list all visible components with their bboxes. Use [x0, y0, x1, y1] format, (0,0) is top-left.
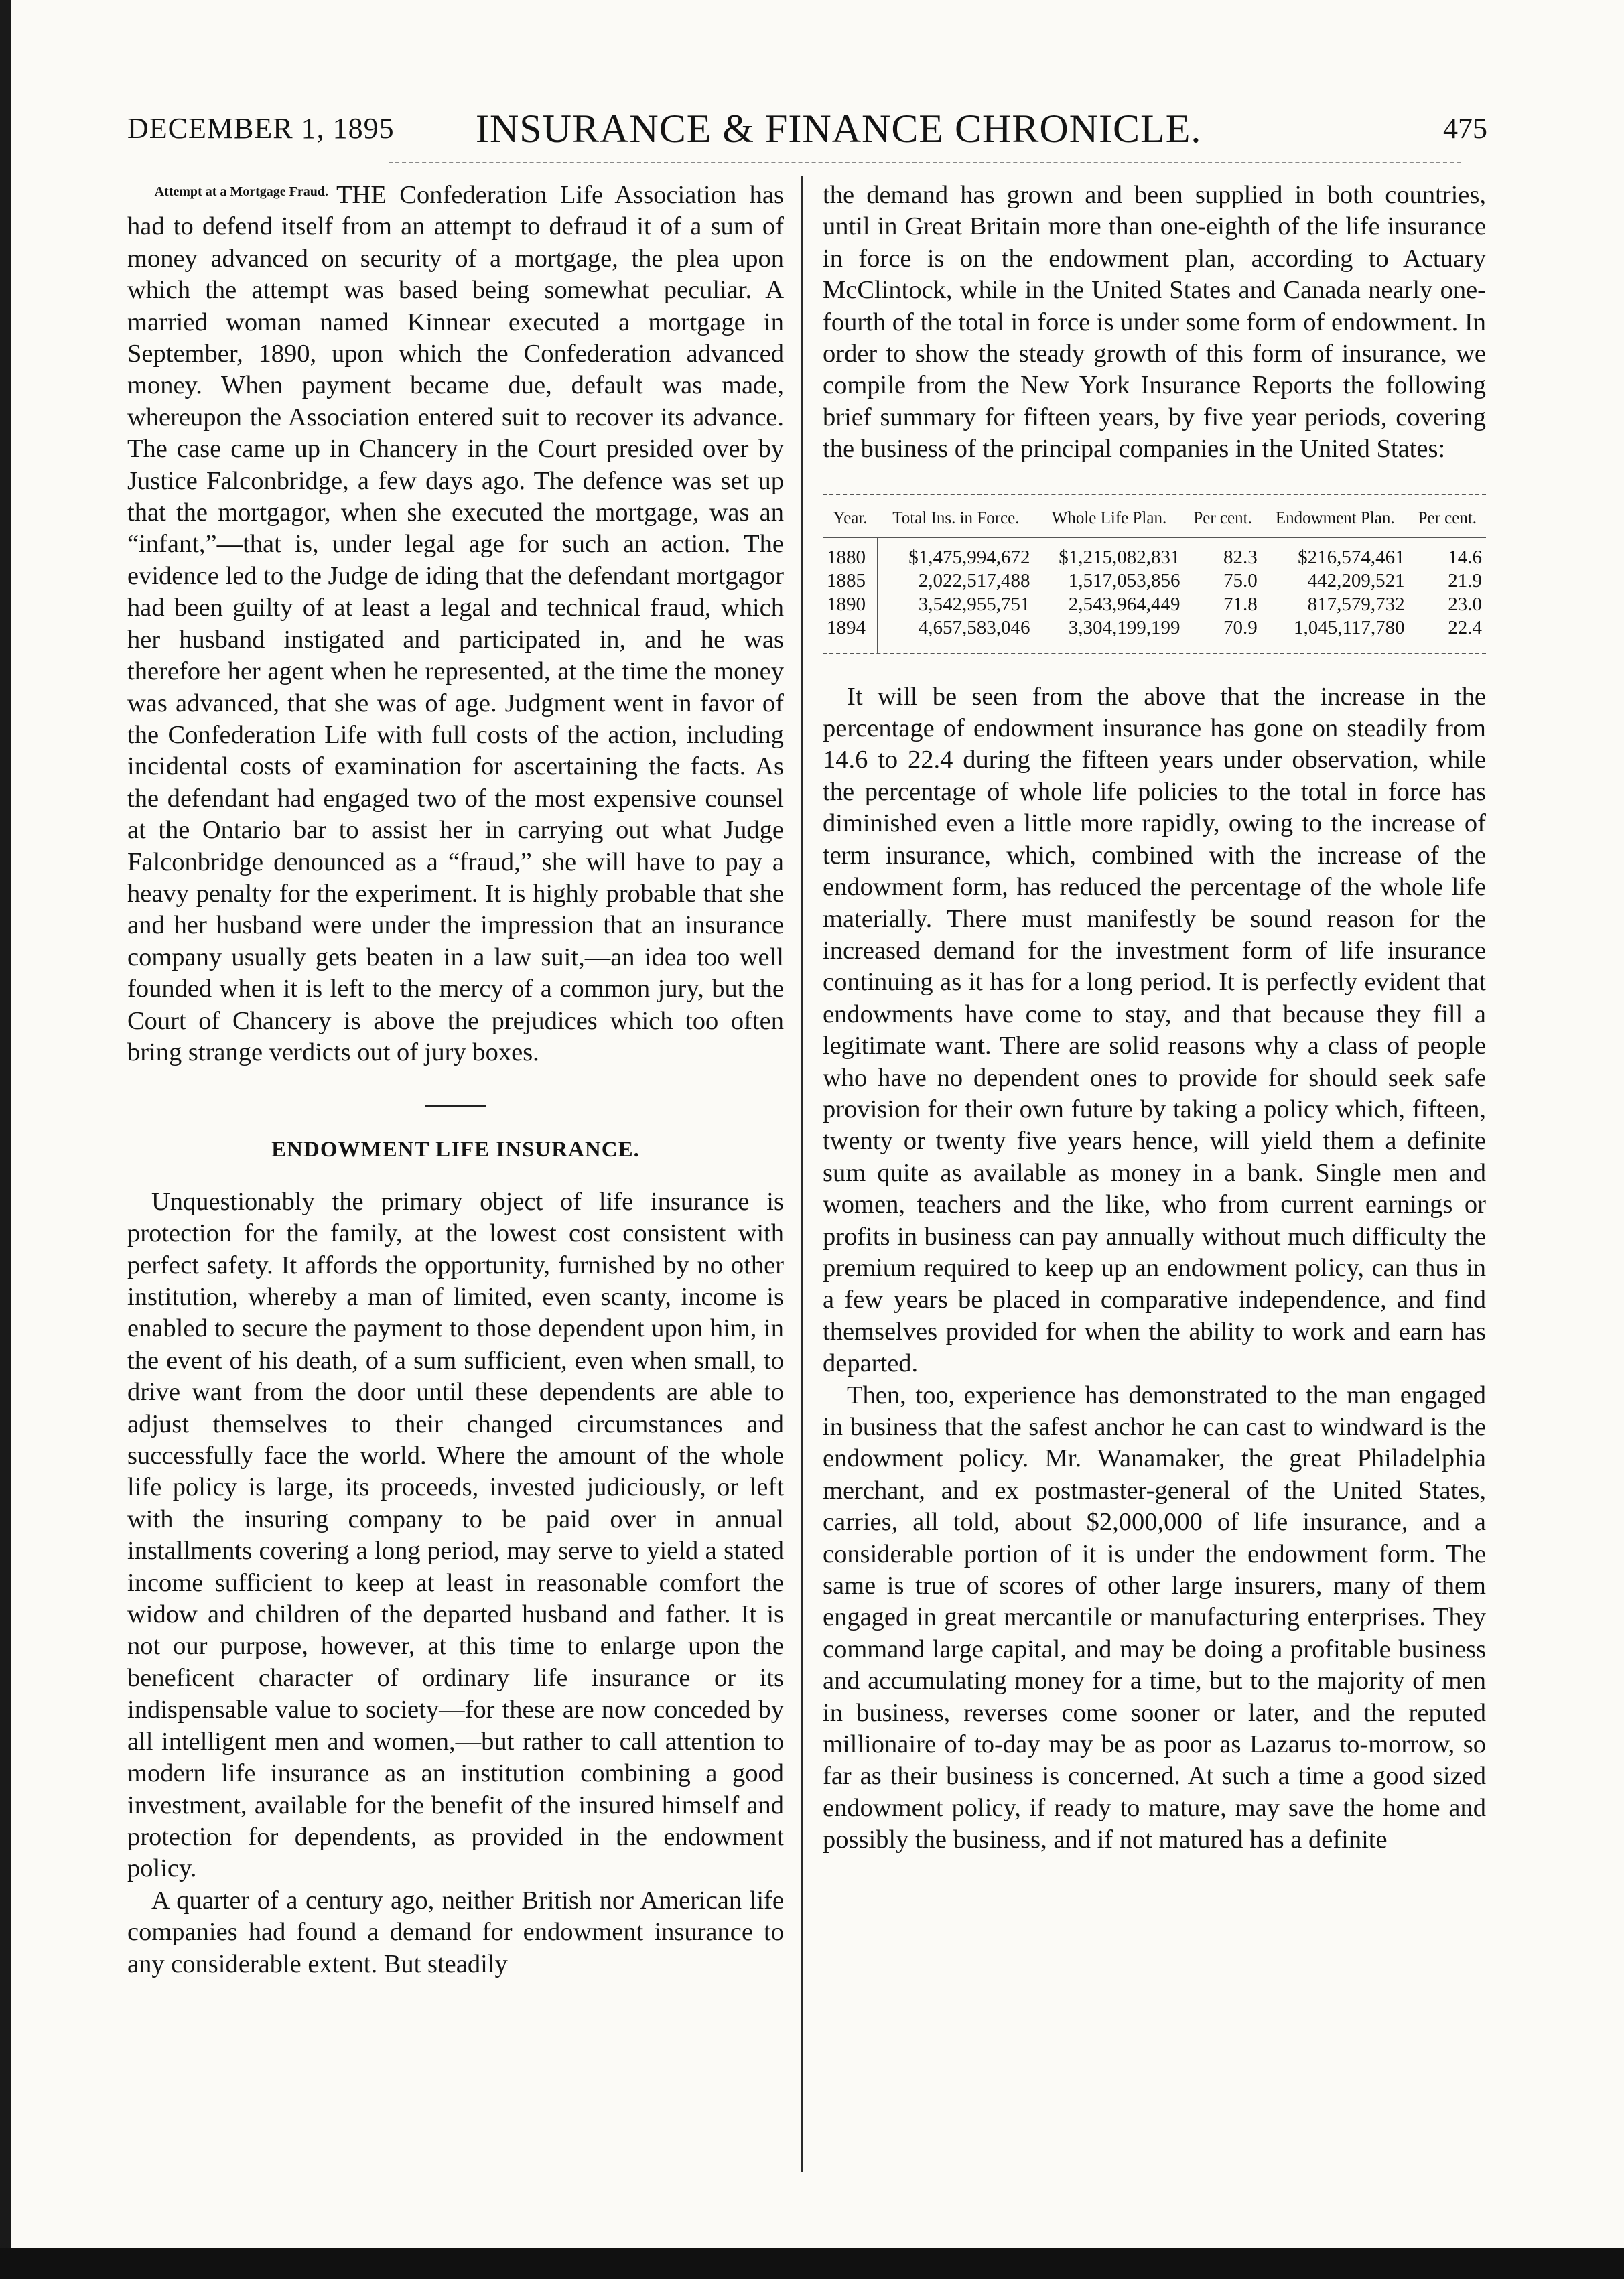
table-cell: 1890	[823, 593, 878, 616]
issue-date: DECEMBER 1, 1895	[127, 112, 395, 145]
table-header-row	[823, 495, 1486, 537]
table-cell: $216,574,461	[1298, 546, 1405, 568]
right-paragraph-1: the demand has grown and been supplied in both countries, until in Great Britain more than one-eighth of the life insurance in force is on the endowment plan, according to Actuary McClintock, while in the United States and Canada nearly one-fourth of the total in force is under some form of endowment. In order to show the steady growth of this form of insurance, we compile from the New York Insurance Reports the following brief summary for fifteen years, by five year periods, covering the business of the principal companies in the United States:	[823, 181, 1486, 464]
table-cell: 75.0	[1223, 569, 1258, 592]
table-cell: 442,209,521	[1307, 569, 1405, 592]
endowment-table	[823, 494, 1486, 654]
col-header-per-cent-endow: Per cent.	[1409, 495, 1486, 537]
table-cell: 1,517,053,856	[1068, 569, 1180, 592]
table-row	[823, 593, 1486, 616]
column-divider	[801, 176, 803, 2172]
table-cell: 71.8	[1223, 593, 1258, 615]
table-cell: 70.9	[1223, 616, 1258, 638]
publication-title: INSURANCE & FINANCE CHRONICLE.	[476, 107, 1202, 151]
table-cell: 1880	[823, 537, 878, 569]
table-row	[823, 537, 1486, 569]
endowment-paragraph-2: A quarter of a century ago, neither British nor American life companies had found a demand for endowment insurance to any considerable extent. But steadily	[127, 1886, 784, 1978]
scan-edge-bottom	[0, 2248, 1624, 2279]
table-cell: $1,475,994,672	[908, 546, 1030, 568]
left-column	[127, 180, 784, 1980]
table-cell: 3,542,955,751	[918, 593, 1030, 615]
table-cell: 1894	[823, 616, 878, 653]
fraud-paragraph: THE Confederation Life Association has had to defend itself from an attempt to defraud it of a sum of money advanced on security of a mortgage, the plea upon which the attempt was based being somewhat peculiar. A married woman named Kinnear executed a mortgage in September, 1890, upon which the Confederation advanced money. When payment became due, default was made, whereupon the Association entered suit to recover its advance. The case came up in Chancery in the Court presided over by Justice Falconbridge, a few days ago. The defence was set up that the mortgagor, when she executed the mortgage, was an “infant,”—that is, under legal age for such an action. The evidence led to the Judge de iding that the defendant mortgagor had been guilty of at least a legal and technical fraud, which her husband instigated and participated in, and he was therefore her agent when he represented, at the time the money was advanced, that she was of age. Judgment went in favor of the Confederation Life with full costs of the action, including incidental costs of examination for ascertaining the facts. As the defendant had engaged two of the most expensive counsel at the Ontario bar to assist her in carrying out what Judge Falconbridge denounced as a “fraud,” she will have to pay a heavy penalty for the experiment. It is highly probable that she and her husband were under the impression that an insurance company usually gets beaten in a law suit,—an idea too well founded when it is left to the mercy of a common jury, but the Court of Chancery is above the prejudices which too often bring strange verdicts out of jury boxes.	[127, 181, 784, 1066]
header-rule	[389, 162, 1461, 163]
table-cell: 1,045,117,780	[1293, 616, 1405, 638]
table-row	[823, 569, 1486, 593]
table-cell: 23.0	[1448, 593, 1482, 615]
page-header	[127, 106, 1487, 159]
col-header-year: Year.	[823, 495, 878, 537]
section-divider	[425, 1105, 486, 1107]
col-header-per-cent-whole: Per cent.	[1184, 495, 1261, 537]
right-paragraph-3: Then, too, experience has demonstrated to the man engaged in business that the safest anchor he can cast to windward is the endowment policy. Mr. Wanamaker, the great Philadelphia merchant, and ex postmaster-general of the United States, carries, all told, about $2,000,000 of life insurance, and a considerable portion of it is under the endowment form. The same is true of scores of other large insurers, many of them engaged in great mercantile or manufacturing enterprises. They command large capital, and may be doing a profitable business and accumulating money for a time, but to the majority of men in business, reverses come sooner or later, and the reputed millionaire of to-day may be as poor as Lazarus to-morrow, so far as their business is concerned. At such a time a good sized endowment policy, if ready to mature, may save the home and possibly the business, and if not matured has a definite	[823, 1381, 1486, 1854]
table-cell: 817,579,732	[1307, 593, 1405, 615]
col-header-endowment: Endowment Plan.	[1262, 495, 1409, 537]
scan-edge-left	[0, 0, 11, 2251]
right-paragraph-2: It will be seen from the above that the increase in the percentage of endowment insurance has gone on steadily from 14.6 to 22.4 during the fifteen years under observation, while the percentage of whole life policies to the total in force has diminished even a little more rapidly, owing to the increase of term insurance, which, combined with the increase of the endowment form, has reduced the percentage of the whole life materially. There must manifestly be sound reason for the increased demand for the investment form of life insurance continuing as it has for a long period. It is perfectly evident that endowments have come to stay, and that because they fill a legitimate want. There are solid reasons why a class of people who have no dependent ones to provide for should seek safe provision for their own future by taking a policy which, fifteen, twenty or twenty five years hence, will yield them a definite sum quite as available as money in a bank. Single men and women, teachers and the like, who from current earnings or profits in business can pay annually without much difficulty the premium required to keep up an endowment policy, can thus in a few years be placed in comparative independence, and find themselves provided for when the ability to work and earn has departed.	[823, 682, 1486, 1378]
table-cell: 82.3	[1223, 546, 1258, 568]
page-number: 475	[1443, 112, 1487, 145]
section-heading: ENDOWMENT LIFE INSURANCE.	[271, 1137, 640, 1162]
table-cell: 2,022,517,488	[918, 569, 1030, 592]
col-header-whole-life: Whole Life Plan.	[1034, 495, 1184, 537]
table-cell: 22.4	[1448, 616, 1482, 638]
right-column	[823, 180, 1486, 1856]
col-header-total: Total Ins. in Force.	[878, 495, 1034, 537]
table-row	[823, 616, 1486, 653]
table-cell: $1,215,082,831	[1059, 546, 1180, 568]
table-cell: 21.9	[1448, 569, 1482, 592]
table-cell: 1885	[823, 569, 878, 593]
table-cell: 3,304,199,199	[1068, 616, 1180, 638]
table-cell: 14.6	[1448, 546, 1482, 568]
side-note: Attempt at a Mortgage Fraud.	[154, 184, 328, 199]
table-cell: 4,657,583,046	[918, 616, 1030, 638]
table-cell: 2,543,964,449	[1068, 593, 1180, 615]
endowment-paragraph-1: Unquestionably the primary object of life insurance is protection for the family, at the lowest cost consistent with perfect safety. It affords the opportunity, furnished by no other institution, whereby a man of limited, even scanty, income is enabled to secure the payment to those dependent upon him, in the event of his death, of a sum sufficient, even when small, to drive want from the door until these dependents are able to adjust themselves to their changed circumstances and successfully face the world. Where the amount of the whole life policy is large, its proceeds, invested judiciously, or left with the insuring company to be paid over in annual installments covering a long period, may serve to yield a stated income sufficient to keep at least in reasonable comfort the widow and children of the departed husband and father. It is not our purpose, however, at this time to enlarge upon the beneficent character of ordinary life insurance or its indispensable value to society—for these are now conceded by all intelligent men and women,—but rather to call attention to modern life insurance as an institution combining a good investment, available for the benefit of the insured himself and protection for dependents, as provided in the endowment policy.	[127, 1187, 784, 1883]
